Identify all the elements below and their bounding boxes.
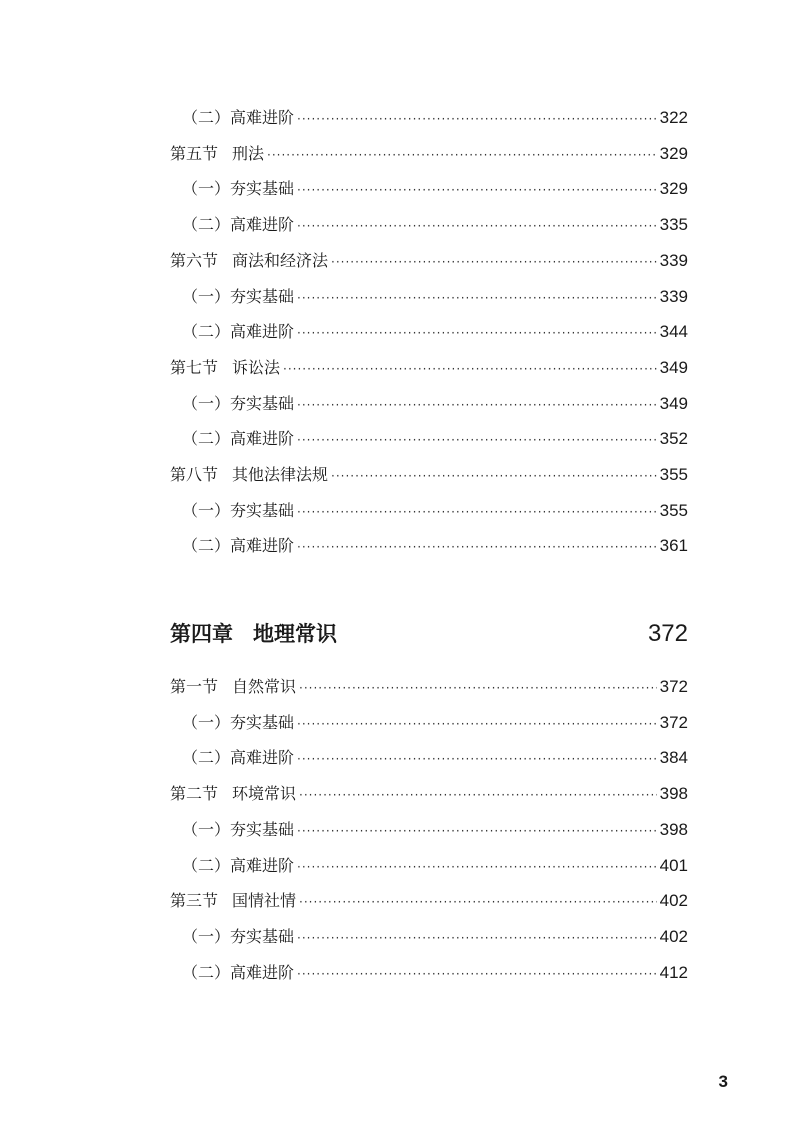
- toc-subsection-row: [182, 963, 688, 983]
- section-title: 诉讼法: [232, 357, 281, 377]
- toc-page-number: 384: [659, 748, 688, 768]
- toc-label: （一）夯实基础: [182, 819, 295, 839]
- toc-page-number: 352: [659, 429, 688, 449]
- section-number: 第六节: [170, 250, 219, 270]
- toc-page-number: 412: [659, 962, 688, 982]
- toc-page-number: 339: [659, 250, 688, 270]
- toc-label: [170, 465, 328, 485]
- toc-label: （一）夯实基础: [182, 286, 295, 306]
- toc-page-number: 329: [659, 143, 688, 163]
- section-title: 国情社情: [232, 891, 297, 911]
- toc-label: [170, 784, 296, 804]
- toc-subsection-row: [182, 322, 688, 342]
- toc-label: [170, 144, 264, 164]
- toc-section-row: [170, 144, 688, 164]
- section-title: 环境常识: [232, 784, 297, 804]
- chapter-page: 372: [647, 620, 688, 647]
- toc-label: [170, 677, 296, 697]
- dot-leader: [297, 288, 657, 308]
- dot-leader: [297, 180, 657, 200]
- dot-leader: [267, 145, 657, 165]
- toc-page-number: 402: [659, 926, 688, 946]
- dot-leader: [297, 749, 657, 769]
- toc-page-number: 372: [659, 712, 688, 732]
- toc-page-number: 335: [659, 215, 688, 235]
- toc-label: （二）高难进阶: [182, 962, 295, 982]
- toc-subsection-row: [182, 748, 688, 768]
- toc-page-number: 372: [659, 677, 688, 696]
- chapter-name: 地理常识: [253, 622, 337, 646]
- toc-label: （一）夯实基础: [182, 926, 295, 946]
- section-number: 第七节: [170, 357, 219, 377]
- toc-subsection-row: [182, 108, 688, 128]
- section-number: 第一节: [170, 677, 219, 696]
- toc-section-row: [170, 251, 688, 271]
- toc-page-number: 349: [659, 393, 688, 413]
- toc-label: （一）夯实基础: [182, 393, 295, 413]
- toc-page-number: 355: [659, 500, 688, 520]
- toc-page-number: 398: [659, 784, 688, 804]
- toc-subsection-row: [182, 856, 688, 876]
- toc-page-number: 349: [659, 357, 688, 377]
- toc-subsection-row: [182, 287, 688, 307]
- section-title: 其他法律法规: [232, 465, 329, 484]
- dot-leader: [297, 821, 657, 841]
- toc-label: [170, 891, 296, 911]
- dot-leader: [297, 928, 657, 948]
- toc-page-number: 329: [659, 179, 688, 199]
- toc-label: （一）夯实基础: [182, 712, 295, 732]
- dot-leader: [331, 466, 657, 486]
- toc-subsection-row: [182, 536, 688, 556]
- dot-leader: [297, 964, 657, 984]
- toc-label: [170, 251, 328, 271]
- section-number: 第三节: [170, 891, 219, 911]
- toc-subsection-row: [182, 179, 688, 199]
- toc-label: [170, 358, 280, 378]
- toc-section-row: [170, 677, 688, 697]
- toc-subsection-row: [182, 394, 688, 414]
- dot-leader: [299, 678, 657, 698]
- dot-leader: [331, 252, 657, 272]
- toc-label: （二）高难进阶: [182, 429, 295, 449]
- toc-page-number: 402: [659, 891, 688, 911]
- page-number: 3: [718, 1072, 728, 1091]
- dot-leader: [297, 323, 657, 343]
- toc-subsection-row: [182, 713, 688, 733]
- toc-label: （二）高难进阶: [182, 322, 295, 342]
- toc-page-number: 355: [659, 465, 688, 484]
- chapter-title: [170, 618, 337, 648]
- toc-subsection-row: [182, 429, 688, 449]
- toc-page-number: 339: [659, 286, 688, 306]
- toc-section-row: [170, 465, 688, 485]
- dot-leader: [297, 430, 657, 450]
- toc-label: （二）高难进阶: [182, 748, 295, 768]
- dot-leader: [297, 109, 657, 129]
- section-number: 第五节: [170, 143, 219, 163]
- toc-label: （二）高难进阶: [182, 215, 295, 235]
- toc-page-number: 401: [659, 855, 688, 875]
- section-title: 刑法: [232, 143, 265, 163]
- toc-subsection-row: [182, 501, 688, 521]
- section-title: 商法和经济法: [232, 250, 329, 270]
- toc-page-number: 344: [659, 322, 688, 342]
- section-number: 第二节: [170, 784, 219, 804]
- chapter-heading: [170, 618, 688, 648]
- toc-label: （二）高难进阶: [182, 855, 295, 875]
- toc-subsection-row: [182, 927, 688, 947]
- chapter-number: 第四章: [170, 622, 233, 646]
- toc-page-number: 398: [659, 819, 688, 839]
- toc-section-row: [170, 358, 688, 378]
- dot-leader: [297, 857, 657, 877]
- toc-page-number: 322: [659, 108, 688, 127]
- toc-subsection-row: [182, 820, 688, 840]
- toc-label: （一）夯实基础: [182, 500, 295, 520]
- toc-label: （二）高难进阶: [182, 108, 295, 127]
- toc-label: （一）夯实基础: [182, 179, 295, 199]
- toc-section-row: [170, 784, 688, 804]
- dot-leader: [297, 714, 657, 734]
- dot-leader: [283, 359, 657, 379]
- dot-leader: [297, 537, 657, 557]
- toc-section-row: [170, 891, 688, 911]
- dot-leader: [299, 785, 657, 805]
- dot-leader: [297, 502, 657, 522]
- toc-label: （二）高难进阶: [182, 536, 295, 556]
- dot-leader: [299, 892, 657, 912]
- toc-subsection-row: [182, 215, 688, 235]
- section-number: 第八节: [170, 465, 219, 484]
- dot-leader: [297, 216, 657, 236]
- dot-leader: [297, 395, 657, 415]
- toc-page-number: 361: [659, 536, 688, 556]
- section-title: 自然常识: [232, 677, 297, 696]
